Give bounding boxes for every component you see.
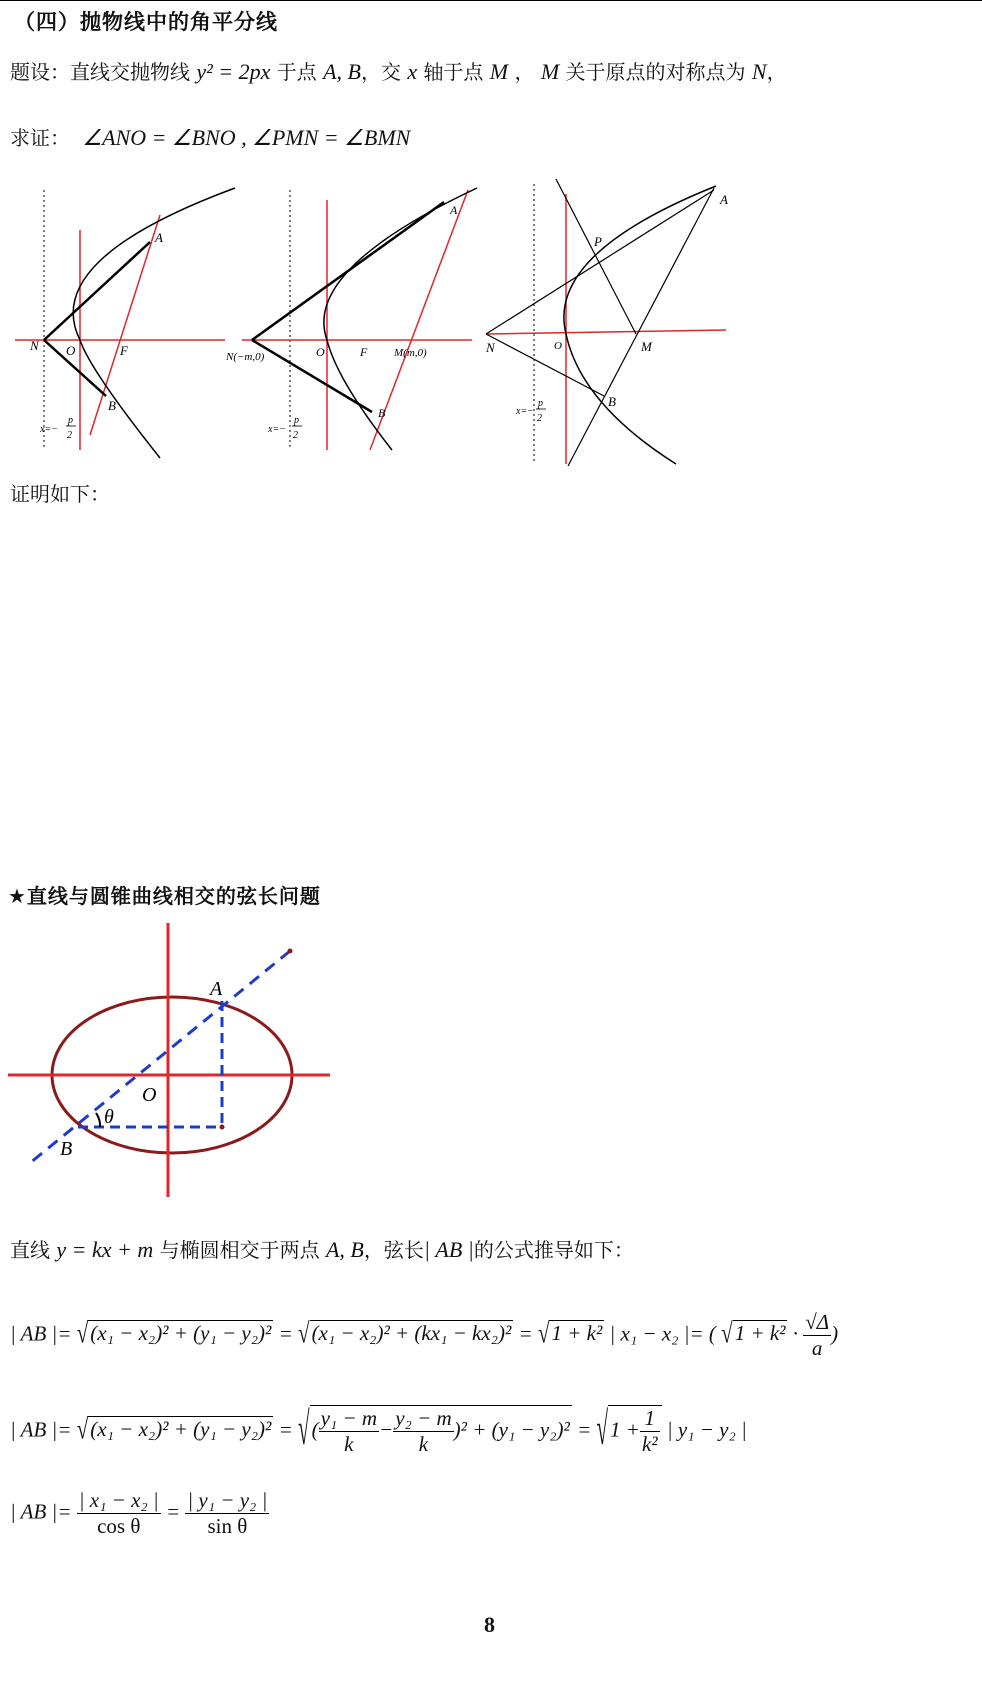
sqrt-term [310,1405,572,1457]
denominator: cos θ [97,1514,141,1538]
parabola-figure-1 [10,180,240,460]
label-a: A [210,978,223,1000]
numerator: 1 [640,1406,660,1432]
label-b: B [60,1138,73,1160]
abs-term: | y₁ − y₂ | [666,1417,747,1442]
chord-section-heading: ★直线与圆锥曲线相交的弦长问题 [8,884,321,908]
intro-points: A, B [325,1237,364,1262]
line-na [44,242,150,340]
section-heading: （四）抛物线中的角平分线 [14,10,278,34]
formula-1 [10,1310,838,1361]
tail-term: )² + (y₁ − y₂)² [453,1417,570,1442]
denominator: k [344,1432,354,1456]
numerator: | y₁ − y₂ | [187,1488,268,1512]
formula-2 [10,1402,747,1457]
given-point-m: M [540,59,560,84]
fraction [77,1488,161,1539]
label-m: M(m,0) [394,347,427,359]
directrix-label: x=− [40,424,58,435]
fraction [393,1406,453,1457]
directrix-label: x=− [268,424,286,435]
sqrt-term: 1 + k² [551,1321,603,1346]
radical-sign: √ [298,1316,310,1350]
numerator: y₁ − m [320,1406,378,1430]
given-x-axis: x [407,59,418,84]
sqrt-term: (x₁ − x₂)² + (y₁ − y₂)² [90,1417,272,1442]
given-text: 轴于点 [423,60,484,84]
label-p: P [594,234,602,249]
given-equation: y² = 2px [196,59,271,84]
given-text: 关于原点的对称点为 [565,60,746,84]
right-angle-point [220,1125,225,1130]
one-plus: 1 + [610,1417,640,1442]
formula-lhs: | AB |= [10,1417,72,1442]
intro-text: 的公式推导如下： [473,1238,634,1262]
label-o: O [316,345,325,359]
parabola-curve [73,188,235,458]
label-theta: θ [104,1106,114,1128]
close-paren: ) [831,1321,839,1346]
label-f: F [120,343,128,358]
page-number: 8 [484,1612,495,1637]
sqrt-term: (x₁ − x₂)² + (y₁ − y₂)² [90,1321,272,1346]
fraction [803,1310,831,1361]
intro-text: 直线 [10,1238,50,1262]
label-a: A [155,230,163,245]
formula-3 [10,1488,269,1539]
ellipse-figure [0,915,340,1205]
fraction [185,1488,269,1539]
line-nb [486,334,604,396]
directrix-2: 2 [537,413,542,424]
label-a: A [450,203,458,217]
prove-equation: ∠ANO = ∠BNO , ∠PMN = ∠BMN [82,125,411,150]
radical-sign: √ [596,1402,609,1456]
denominator: a [811,1336,823,1360]
equals-sign: = [165,1499,181,1524]
label-b: B [608,394,616,409]
directrix-p: p [68,415,73,426]
dot-operator: · [792,1321,798,1346]
sqrt-term [608,1405,662,1457]
directrix-2: 2 [67,430,72,441]
radical-sign: √ [537,1316,550,1350]
label-m: M [641,339,652,354]
denominator: k [418,1432,429,1456]
line-ab [568,188,714,466]
equals-sign: = [278,1417,293,1442]
numerator: y₂ − m [395,1406,452,1430]
formula-lhs: | AB |= [10,1321,72,1346]
radical-sign: √ [721,1316,733,1350]
parabola-figure-3 [476,174,736,474]
parabola-figure-2 [222,180,482,460]
open-paren: ( [311,1417,319,1442]
prove-label: 求证： [10,126,70,150]
label-o: O [554,340,562,352]
secant-line [90,215,160,435]
abs-term: | x₁ − x₂ |= ( [609,1321,716,1346]
numerator: | x₁ − x₂ | [78,1488,159,1512]
line-na [486,190,714,334]
given-prefix: 题设：直线交抛物线 [10,60,190,84]
prove-statement [10,122,410,151]
label-o: O [142,1084,157,1106]
equals-sign: = [278,1321,293,1346]
intro-text: ，弦长 [363,1238,424,1262]
theta-arc [96,1113,100,1127]
directrix-p: p [294,415,299,426]
chord-endpoint [288,949,293,954]
intro-text: 与椭圆相交于两点 [159,1238,320,1262]
given-text: ， [514,60,535,84]
line-pm [556,179,636,334]
radical-sign: √ [298,1402,310,1456]
given-points: A, B [323,59,361,84]
denominator: sin θ [207,1514,248,1538]
radical-sign: √ [76,1412,89,1446]
sqrt-term: 1 + k² [734,1321,786,1346]
label-n: N(−m,0) [226,351,265,363]
line-na [252,202,444,340]
label-n: N [486,340,495,355]
sqrt-term: (x₁ − x₂)² + (kx₁ − kx₂)² [311,1321,512,1346]
proof-label: 证明如下： [10,482,110,506]
x-axis-line [486,330,726,334]
given-point-m: M [489,59,509,84]
line-nb [252,340,372,412]
line-equation: y = kx + m [56,1237,154,1262]
given-point-n: N [751,59,767,84]
label-b: B [378,406,386,420]
intro-ab: | AB | [423,1237,474,1262]
directrix-2: 2 [293,430,298,441]
fraction [319,1406,379,1457]
given-text: 于点 [276,60,317,84]
radical-sign: √ [76,1316,89,1350]
chord-line [30,951,290,1163]
equals-sign: = [518,1321,533,1346]
numerator: √Δ [805,1310,830,1334]
given-text: ，交 [360,60,401,84]
label-b: B [108,398,116,413]
denominator: k² [641,1432,658,1456]
directrix-p: p [538,398,543,409]
chord-intro [10,1234,634,1263]
label-o: O [66,343,76,358]
label-f: F [360,345,368,359]
directrix-label: x=− [516,406,534,417]
formula-lhs: | AB |= [10,1499,72,1524]
label-n: N [30,338,39,353]
equals-sign: = [577,1417,592,1442]
top-rule [0,0,982,1]
minus-sign: − [379,1417,394,1442]
given-text: ， [766,60,787,84]
given-statement [10,56,787,85]
label-a: A [720,192,728,207]
fraction [640,1406,660,1457]
